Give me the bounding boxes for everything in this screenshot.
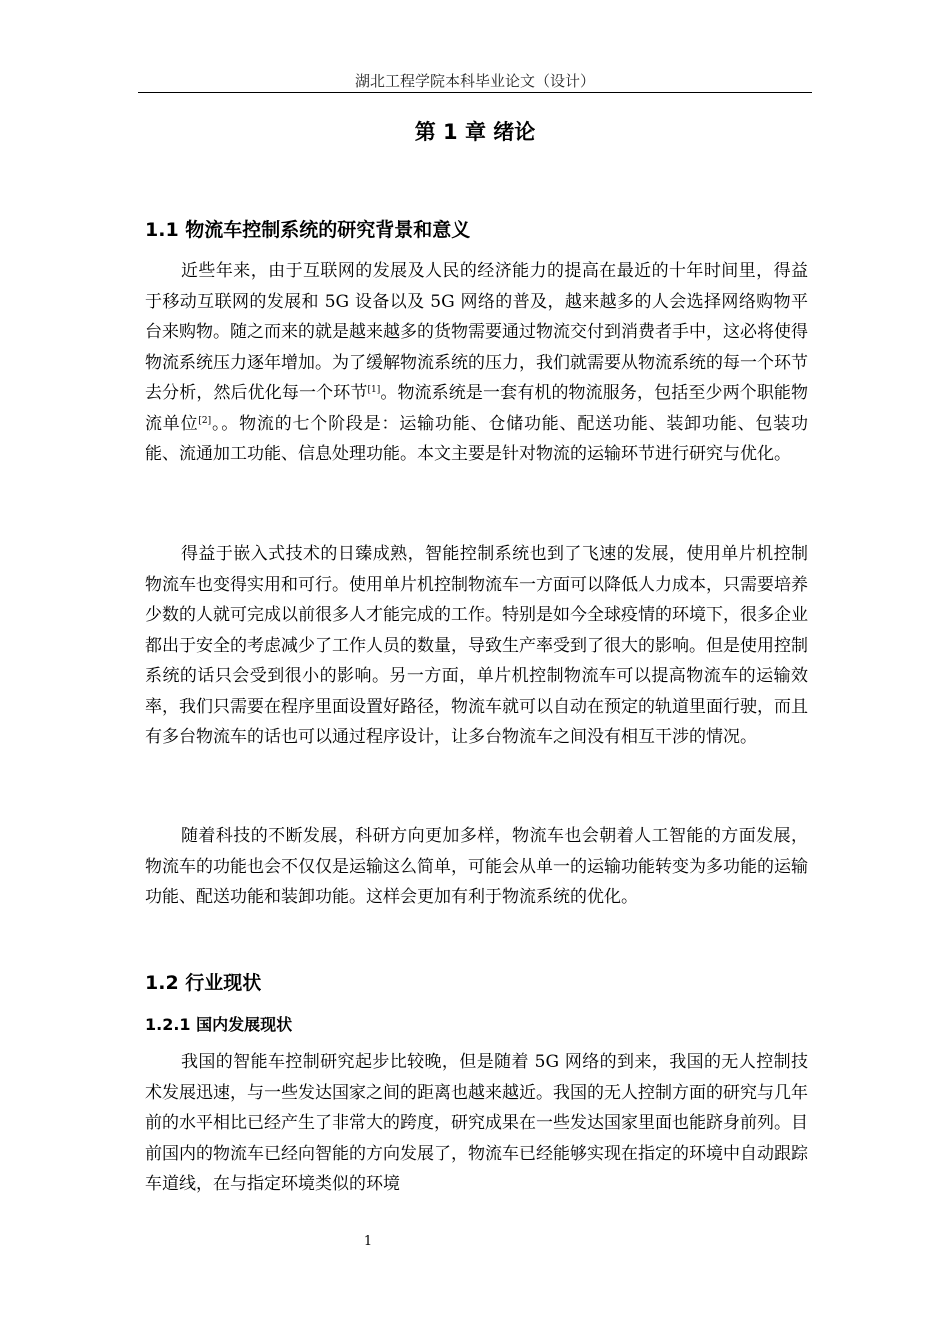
paragraph-1-text-c: 。。物流的七个阶段是：运输功能、仓储功能、配送功能、装卸功能、包装功能、流通加工功能、信息处理功能。本文主要是针对物流的运输环节进行研究与优化。 (145, 413, 809, 464)
header-rule (138, 92, 812, 93)
running-header: 湖北工程学院本科毕业论文（设计） (354, 72, 595, 90)
paragraph-1-text-a: 近些年来，由于互联网的发展及人民的经济能力的提高在最近的十年时间里，得益于移动互联网的发展和 5G 设备以及 5G 网络的普及，越来越多的人会选择网络购物平台来购物。随之而来的就是越来越多的货物需要通过物流交付到消费者手中，这必将使得物流系统压力逐年增加。为了缓解物流系统的压力，我们就需要从物流系统的每一个环节去分析，然后优化每一个环节 (145, 261, 808, 403)
paragraph-1 (145, 256, 808, 470)
section-heading-1-1: 1.1 物流车控制系统的研究背景和意义 (145, 219, 471, 241)
chapter-title: 第 1 章 绪论 (414, 120, 536, 144)
citation-2: [2] (198, 415, 212, 426)
paragraph-4: 我国的智能车控制研究起步比较晚，但是随着 5G 网络的到来，我国的无人控制技术发展迅速，与一些发达国家之间的距离也越来越近。我国的无人控制方面的研究与几年前的水平相比已经产生了非常大的跨度，研究成果在一些发达国家里面也能跻身前列。目前国内的物流车已经向智能的方向发展了，物流车已经能够实现在指定的环境中自动跟踪车道线，在与指定环境类似的环境 (145, 1052, 808, 1194)
paragraph-3: 随着科技的不断发展，科研方向更加多样，物流车也会朝着人工智能的方面发展，物流车的功能也会不仅仅是运输这么简单，可能会从单一的运输功能转变为多功能的运输功能、配送功能和装卸功能。这样会更加有利于物流系统的优化。 (145, 826, 808, 907)
citation-1: [1] (367, 385, 381, 395)
section-heading-1-2: 1.2 行业现状 (145, 972, 262, 994)
paragraph-2: 得益于嵌入式技术的日臻成熟，智能控制系统也到了飞速的发展，使用单片机控制物流车也变得实用和可行。使用单片机控制物流车一方面可以降低人力成本，只需要培养少数的人就可完成以前很多人才能完成的工作。特别是如今全球疫情的环境下，很多企业都出于安全的考虑减少了工作人员的数量，导致生产率受到了很大的影响。但是使用控制系统的话只会受到很小的影响。另一方面，单片机控制物流车可以提高物流车的运输效率，我们只需要在程序里面设置好路径，物流车就可以自动在预定的轨道里面行驶，而且有多台物流车的话也可以通过程序设计，让多台物流车之间没有相互干涉的情况。 (145, 544, 808, 747)
page-number: 1 (363, 1234, 373, 1249)
paragraph-1-text-b: 。物流系统是一套有机的物流服务，包括至少两个职能物流单位 (145, 383, 809, 434)
subsection-heading-1-2-1: 1.2.1 国内发展现状 (145, 1015, 293, 1034)
